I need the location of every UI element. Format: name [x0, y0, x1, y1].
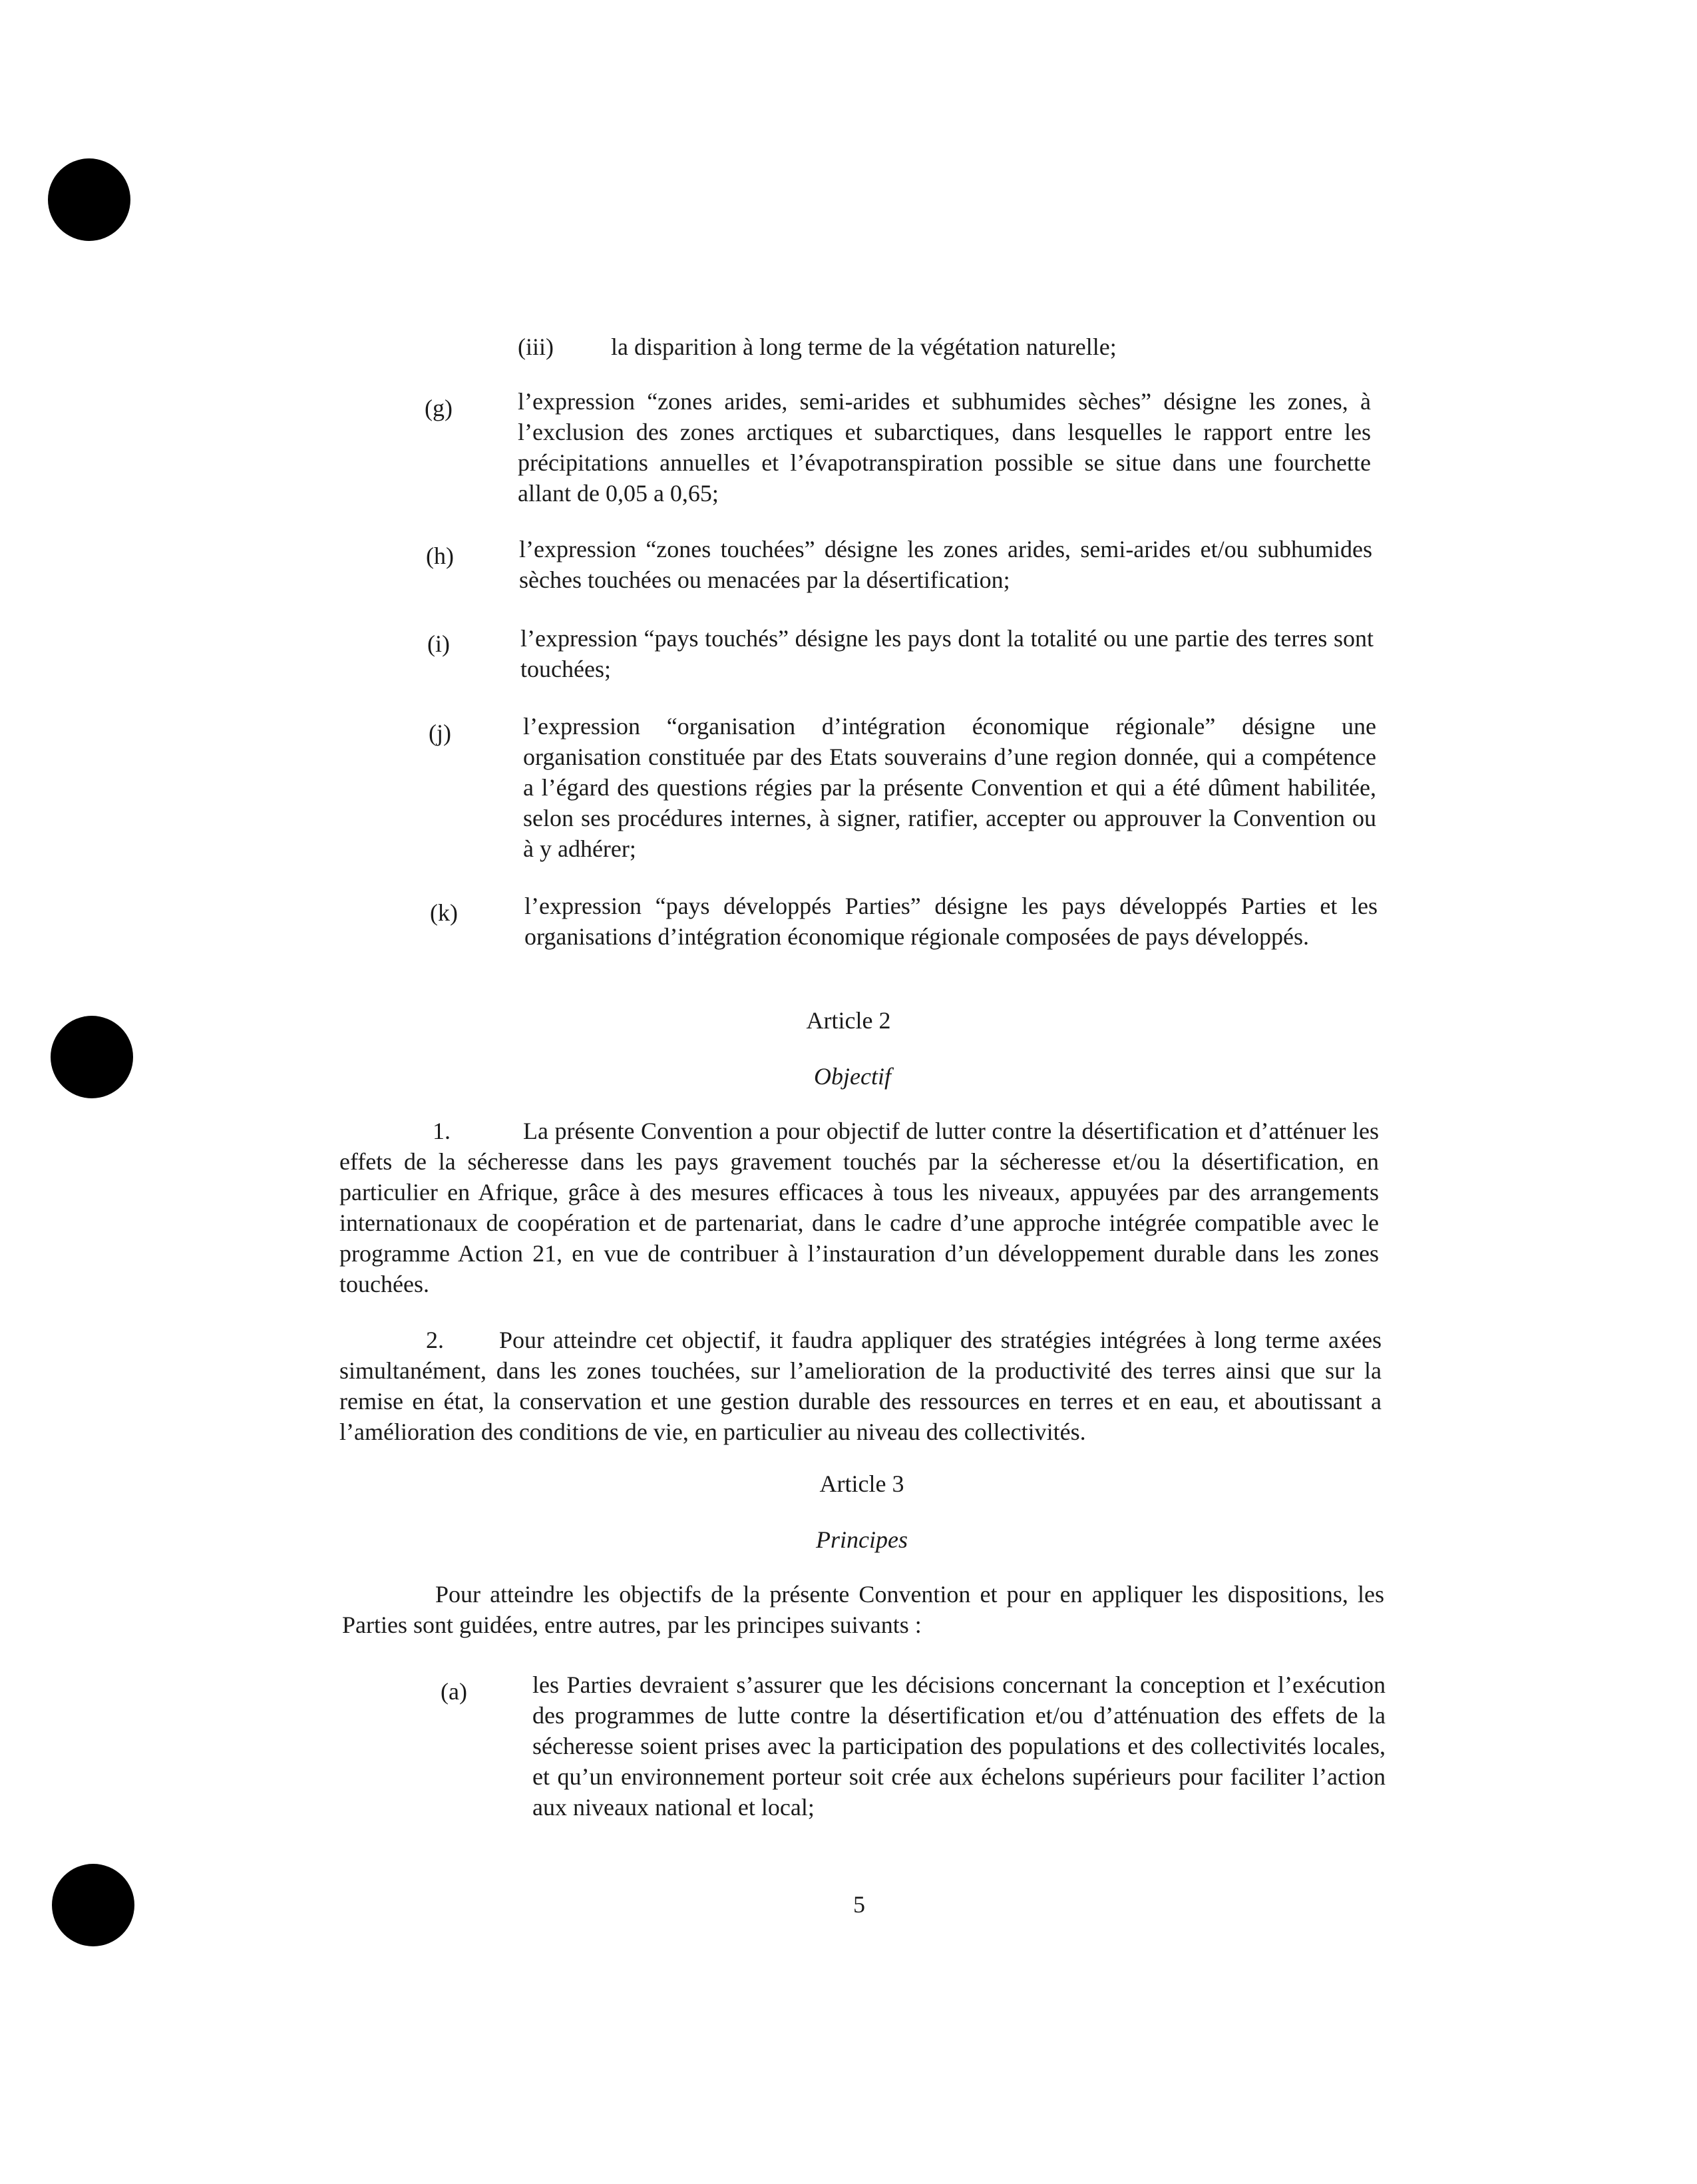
page-number: 5 [853, 1891, 865, 1918]
punch-hole-top [48, 158, 130, 241]
item-text-g: l’expression “zones arides, semi-arides et subhumides sèches” désigne les zones, à l’exclusion des zones arctiques et subarctiques, dans lesquelles le rapport entre les précipitations annuelles et l’évapotranspiration possible se situe dans une fourchette allant de 0,05 a 0,65; [518, 388, 1371, 507]
article-2-paragraph-2 [339, 1325, 1382, 1447]
paragraph-number: 1. [433, 1118, 451, 1144]
item-label-g: (g) [425, 395, 453, 421]
article-2-heading: Article 2 [806, 1007, 891, 1034]
item-label-k: (k) [430, 899, 458, 926]
item-text-j: l’expression “organisation d’intégration économique régionale” désigne une organisation constituée par des Etats souverains d’une region donnée, qui a compétence a l’égard des questions régies par la présente Convention et qui a été dûment habilitée, selon ses procédures internes, à signer, ratifier, accepter ou approuver la Convention ou à y adhérer; [523, 713, 1376, 862]
item-text-h: l’expression “zones touchées” désigne les zones arides, semi-arides et/ou subhumides sèches touchées ou menacées par la désertification; [519, 536, 1372, 593]
article-3-heading: Article 3 [819, 1470, 904, 1497]
article-3-intro: Pour atteindre les objectifs de la présente Convention et pour en appliquer les dispositions, les Parties sont guidées, entre autres, par les principes suivants : [342, 1581, 1384, 1638]
item-label-j: (j) [429, 720, 451, 746]
item-label-a: (a) [441, 1678, 467, 1705]
item-label-i: (i) [427, 630, 450, 657]
item-label-iii: (iii) [518, 333, 554, 360]
article-3-subheading: Principes [816, 1526, 908, 1553]
item-text-a: les Parties devraient s’assurer que les décisions concernant la conception et l’exécution des programmes de lutte contre la désertification et/ou d’atténuation des effets de la sécheresse soient prises avec la participation des populations et des collectivités locales, et qu’un environnement porteur soit crée aux échelons supérieurs pour faciliter l’action aux niveaux national et local; [532, 1671, 1386, 1821]
article-2-paragraph-1 [339, 1116, 1379, 1299]
item-text-k: l’expression “pays développés Parties” désigne les pays développés Parties et les organisations d’intégration économique régionale composées de pays développés. [524, 893, 1378, 950]
paragraph-text: La présente Convention a pour objectif de lutter contre la désertification et d’atténuer les effets de la sécheresse dans les pays gravement touchés par la sécheresse et/ou la désertification, en particulier en Afrique, grâce à des mesures efficaces à tous les niveaux, appuyées par des arrangements internationaux de coopération et de partenariat, dans le cadre d’une approche intégrée compatible avec le programme Action 21, en vue de contribuer à l’instauration d’un développement durable dans les zones touchées. [339, 1118, 1379, 1297]
item-label-h: (h) [426, 543, 454, 569]
item-text-i: l’expression “pays touchés” désigne les pays dont la totalité ou une partie des terres sont touchées; [520, 625, 1374, 682]
item-text-iii: la disparition à long terme de la végétation naturelle; [611, 333, 1117, 360]
article-2-subheading: Objectif [814, 1063, 891, 1090]
paragraph-number: 2. [426, 1327, 444, 1353]
paragraph-text: Pour atteindre cet objectif, it faudra appliquer des stratégies intégrées à long terme axées simultanément, dans les zones touchées, sur l’amelioration de la productivité des terres ainsi que sur la remise en état, la conservation et une gestion durable des ressources en terres et en eau, et aboutissant a l’amélioration des conditions de vie, en particulier au niveau des collectivités. [339, 1327, 1382, 1445]
